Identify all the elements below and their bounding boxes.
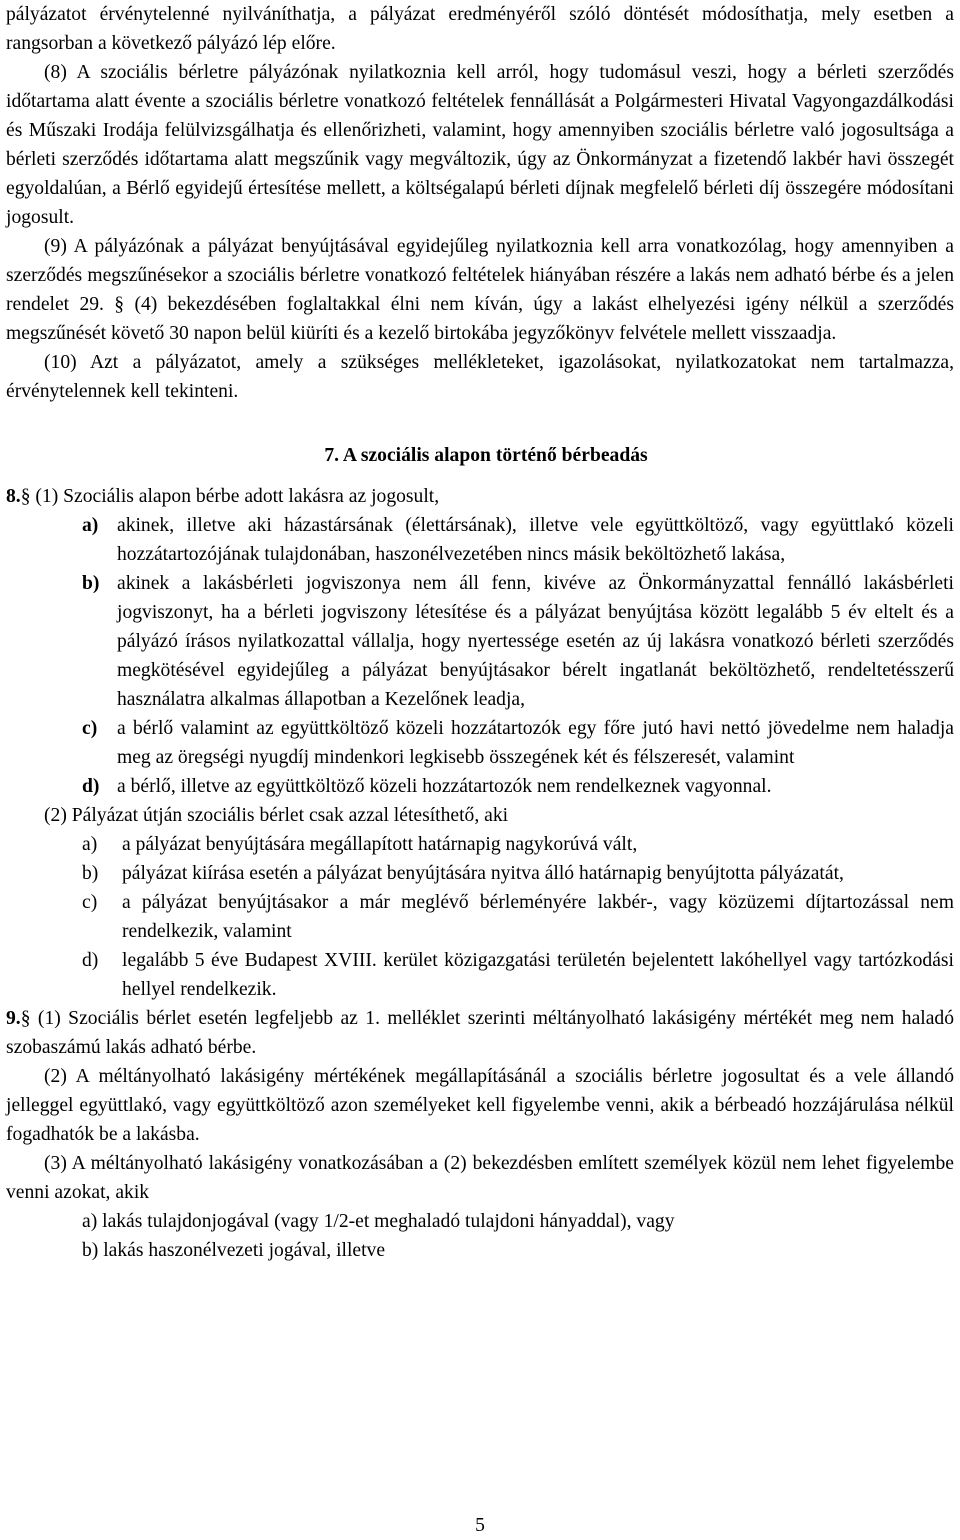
section-sign: §	[20, 1008, 31, 1029]
paragraph-8: (8) A szociális bérletre pályázónak nyilatkoznia kell arról, hogy tudomásul veszi, hogy a bérleti szerződés időtartama alatt évente a szociális bérletre vonatkozó feltételek fennállását a Polgármesteri Hivatal Vagyongazdálkodási és Műszaki Irodája felülvizsgálhatja és ellenőrizheti, valamint, hogy amennyiben szociális bérletre való jogosultsága a bérleti szerződés időtartama alatt megszűnik vagy megváltozik, úgy az Önkormányzat a fizetendő lakbér havi összegét egyoldalúan, a Bérlő egyidejű értesítése mellett, a költségalapú bérleti díjnak megfelelő bérleti díj összegére módosítani jogosult.	[6, 62, 954, 228]
paragraph-10: (10) Azt a pályázatot, amely a szükséges mellékleteket, igazolásokat, nyilatkozatokat nem tartalmazza, érvénytelennek kell tekinteni.	[6, 352, 954, 402]
list-item	[82, 714, 954, 772]
list-item	[82, 859, 954, 888]
list-item-label: b)	[82, 573, 100, 594]
section-8-intro	[6, 482, 954, 511]
list-item-text: a bérlő, illetve az együttköltöző közeli hozzátartozók nem rendelkeznek vagyonnal.	[117, 776, 772, 797]
list-item-label: d)	[82, 776, 100, 797]
list-item-text: pályázat kiírása esetén a pályázat benyújtására nyitva álló határnapig benyújtotta pályázatát,	[122, 863, 844, 884]
section-sign: §	[20, 486, 31, 507]
list-item-label: a)	[82, 834, 98, 855]
list-item-label: b)	[82, 863, 99, 884]
section-9-paragraph-1	[6, 1004, 954, 1062]
list-item	[82, 946, 954, 1004]
section-8-paragraph-2: (2) Pályázat útján szociális bérlet csak azzal létesíthető, aki	[44, 805, 509, 826]
list-item-label: c)	[82, 892, 98, 913]
section-9-number: 9.	[6, 1008, 21, 1029]
section-title: 7. A szociális alapon történő bérbeadás	[324, 445, 648, 466]
section-8-intro-text: (1) Szociális alapon bérbe adott lakásra az jogosult,	[35, 486, 440, 507]
list-item	[82, 830, 954, 859]
list-item	[82, 511, 954, 569]
list-item-label: c)	[82, 718, 98, 739]
list-item: a) lakás tulajdonjogával (vagy 1/2-et meghaladó tulajdoni hányaddal), vagy	[82, 1211, 675, 1232]
list-item	[82, 772, 954, 801]
list-item	[82, 569, 954, 714]
document-page	[6, 0, 954, 1265]
section-9-paragraph-1-text: (1) Szociális bérlet esetén legfeljebb az 1. melléklet szerinti méltányolható lakásigény mértékét meg nem haladó szobaszámú lakás adható bérbe.	[6, 1008, 954, 1058]
list-item-text: a pályázat benyújtásakor a már meglévő bérleményére lakbér-, vagy közüzemi díjtartozással nem rendelkezik, valamint	[122, 892, 954, 942]
list-item-text: akinek a lakásbérleti jogviszonya nem áll fenn, kivéve az Önkormányzattal fennálló lakásbérleti jogviszonyt, ha a bérleti jogviszony létesítése és a pályázat benyújtása között legalább 5 év eltelt és a pályázó írásos nyilatkozattal vállalja, hogy nyertessége esetén az új lakásra vonatkozó bérleti szerződés megkötésével egyidejűleg a pályázat benyújtásakor bérelt ingatlanát beköltözhető, rendeltetésszerű használatra alkalmas állapotban a Kezelőnek leadja,	[117, 573, 954, 710]
list-item	[82, 888, 954, 946]
section-9-paragraph-3: (3) A méltányolható lakásigény vonatkozásában a (2) bekezdésben említett személyek közül nem lehet figyelembe venni azokat, akik	[6, 1153, 954, 1203]
list-item-text: a bérlő valamint az együttköltöző közeli hozzátartozók egy főre jutó havi nettó jövedelme nem haladja meg az öregségi nyugdíj mindenkori legkisebb összegének két és félszeresét, valamint	[117, 718, 954, 768]
list-item-label: a)	[82, 515, 99, 536]
paragraph-continuation: pályázatot érvénytelenné nyilváníthatja, a pályázat eredményéről szóló döntését módosíthatja, mely esetben a rangsorban a következő pályázó lép előre.	[6, 4, 954, 54]
list-item-label: d)	[82, 950, 99, 971]
list-item-text: akinek, illetve aki házastársának (élettársának), illetve vele együttköltöző, vagy együttlakó közeli hozzátartozójának tulajdonában, haszonélvezetében nincs másik beköltözhető lakása,	[117, 515, 954, 565]
page-number: 5	[475, 1515, 485, 1536]
list-item: b) lakás haszonélvezeti jogával, illetve	[82, 1240, 386, 1261]
list-item-text: a pályázat benyújtására megállapított határnapig nagykorúvá vált,	[122, 834, 638, 855]
list-item-text: legalább 5 éve Budapest XVIII. kerület közigazgatási területén bejelentett lakóhellyel vagy tartózkodási hellyel rendelkezik.	[122, 950, 954, 1000]
section-9-paragraph-2: (2) A méltányolható lakásigény mértékének megállapításánál a szociális bérletre jogosultat és a vele állandó jelleggel együttlakó, vagy együttköltöző azon személyeket kell figyelembe venni, akik a bérbeadó hozzájárulása nélkül fogadhatók be a lakásba.	[6, 1066, 954, 1145]
section-8-number: 8.	[6, 486, 21, 507]
paragraph-9: (9) A pályázónak a pályázat benyújtásával egyidejűleg nyilatkoznia kell arra vonatkozólag, hogy amennyiben a szerződés megszűnésekor a szociális bérletre vonatkozó feltételek hiányában részére a lakás nem adható bérbe és a jelen rendelet 29. § (4) bekezdésében foglaltakkal élni nem kíván, úgy a lakást elhelyezési igény nélkül a szerződés megszűnését követő 30 napon belül kiüríti és a kezelő birtokába jegyzőkönyv felvétele mellett visszaadja.	[6, 236, 954, 344]
